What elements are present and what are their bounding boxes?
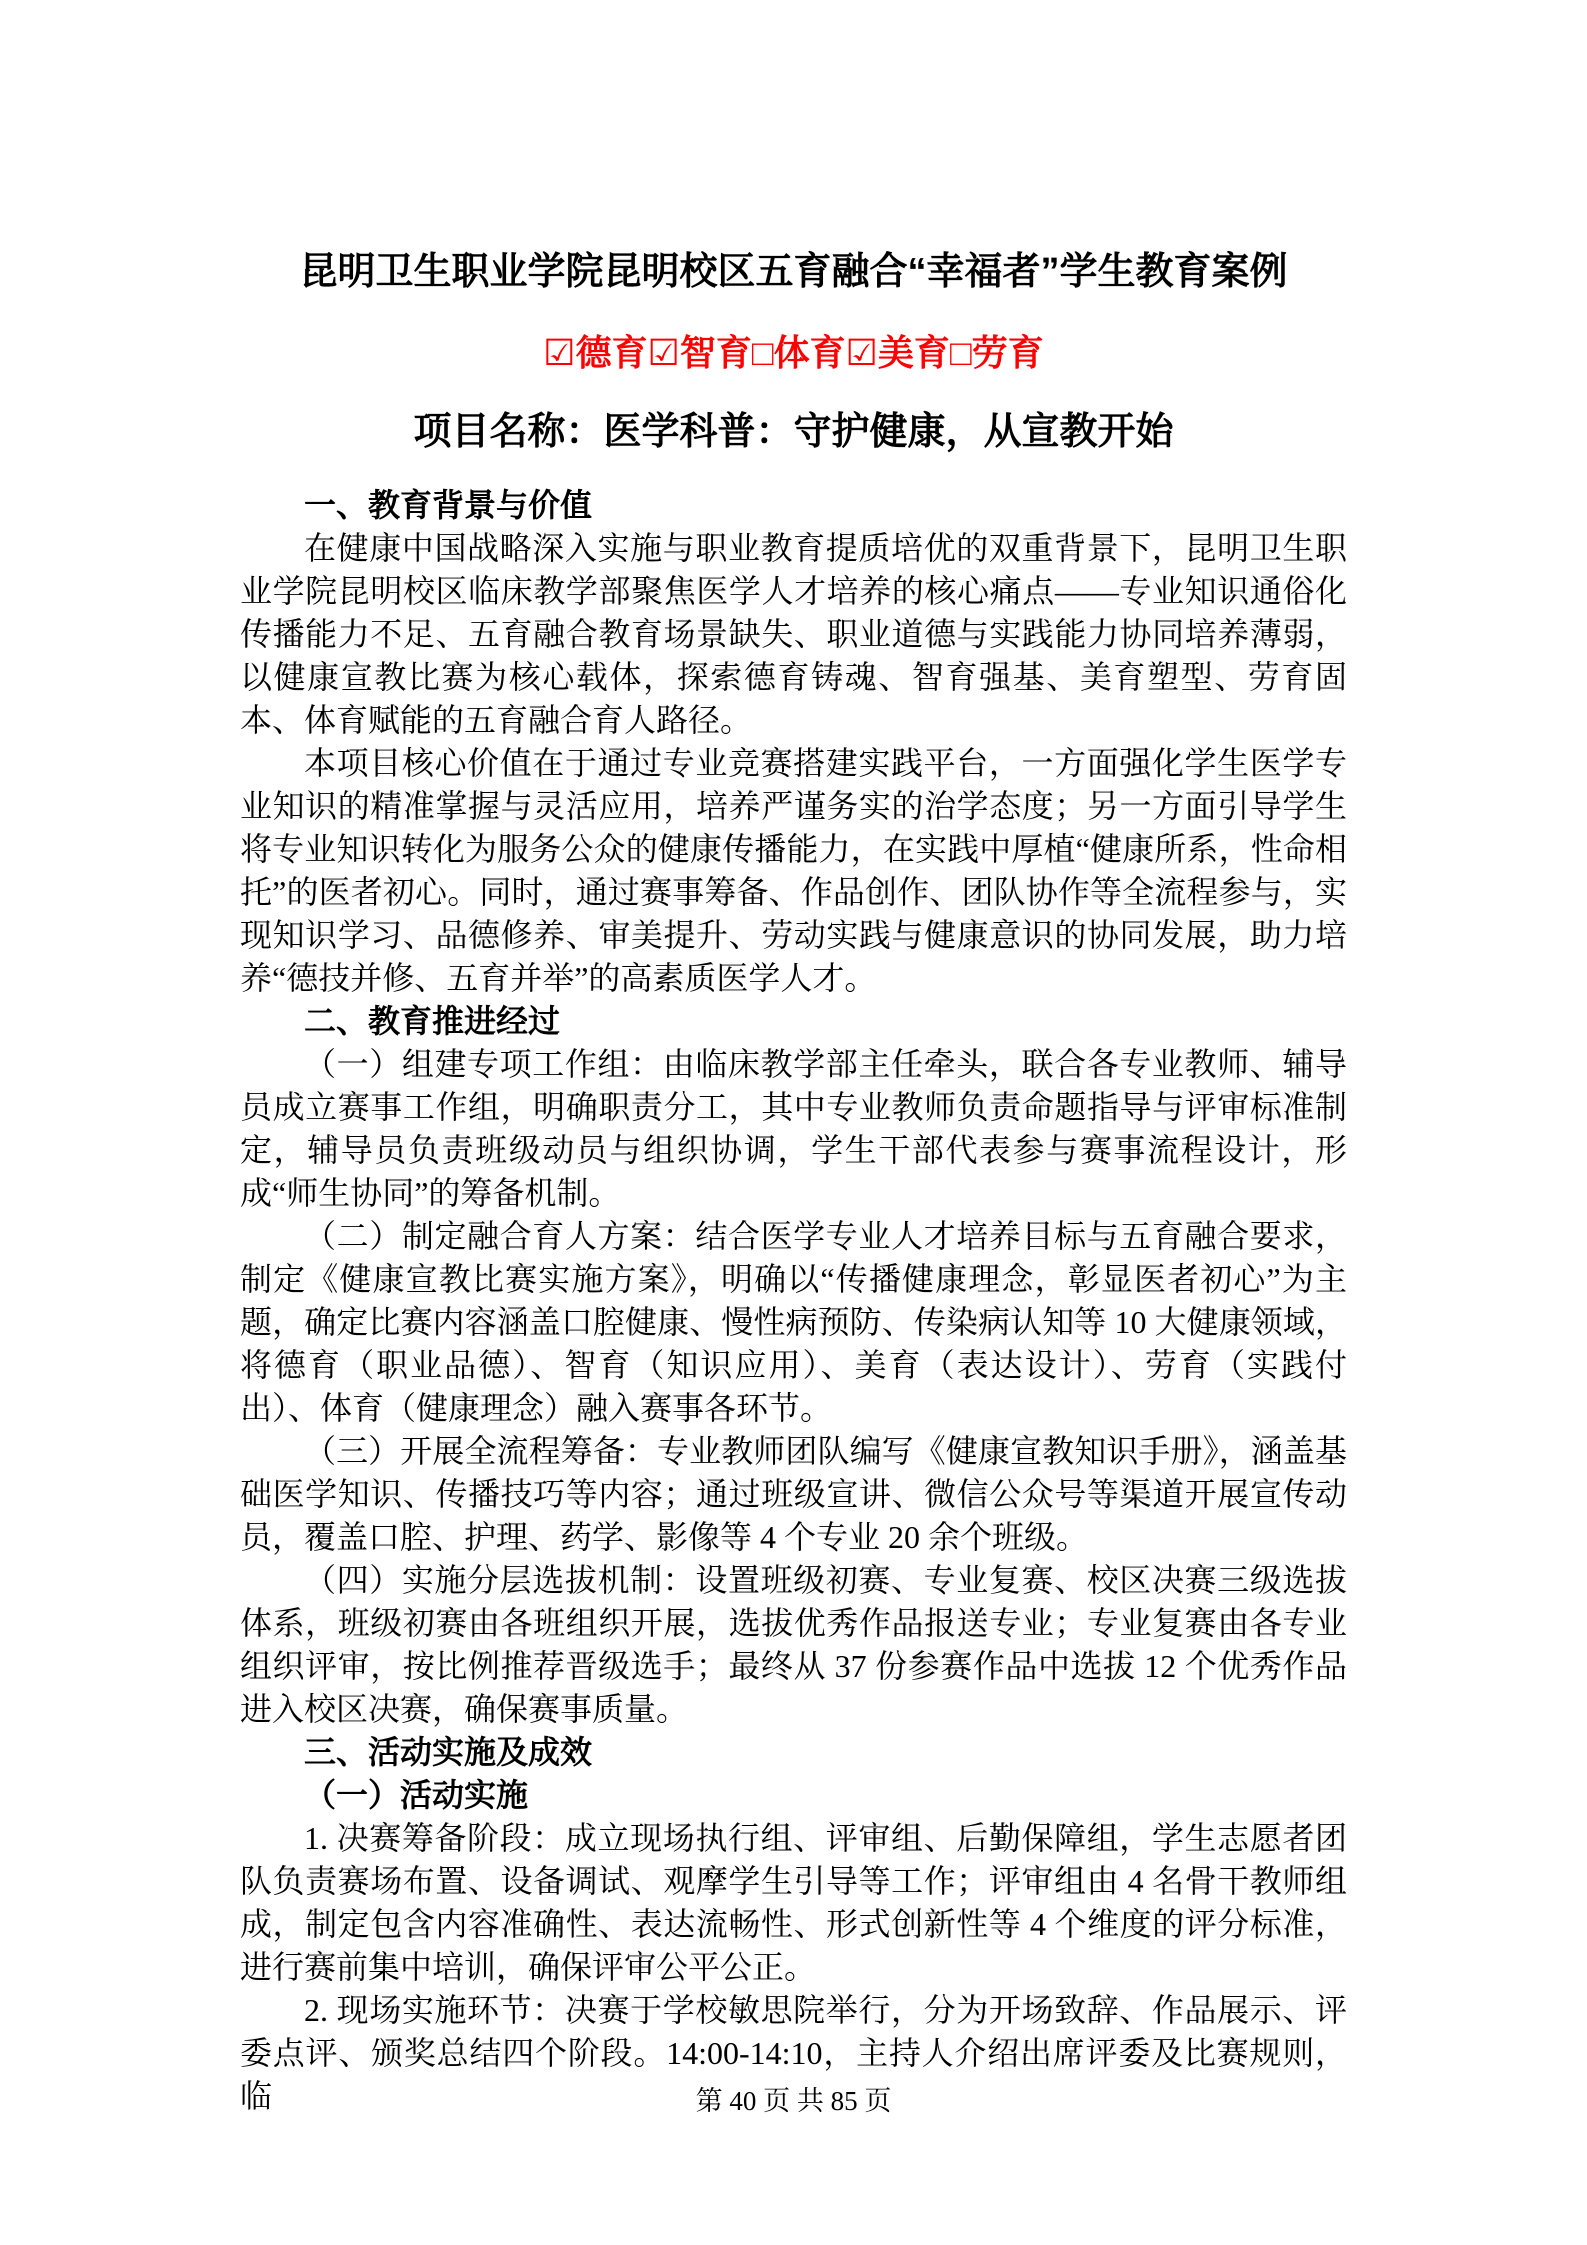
section-heading: 二、教育推进经过 [304, 1003, 561, 1039]
checkbox-item-3 [846, 332, 950, 373]
checkbox-item-4 [950, 332, 1044, 373]
unchecked-checkbox-icon: □ [751, 332, 774, 373]
checkbox-item-0 [543, 332, 647, 373]
sub-section-heading: （一）活动实施 [304, 1777, 529, 1813]
paragraph: 本项目核心价值在于通过专业竞赛搭建实践平台，一方面强化学生医学专业知识的精准掌握与灵活应用，培养严谨务实的治学态度；另一方面引导学生将专业知识转化为服务公众的健康传播能力，在实践中厚植“健康所系，性命相托”的医者初心。同时，通过赛事筹备、作品创作、团队协作等全流程参与，实现知识学习、品德修养、审美提升、劳动实践与健康意识的协同发展，助力培养“德技并修、五育并举”的高素质医学人才。 [240, 745, 1347, 996]
page-number-footer: 第 40 页 共 85 页 [695, 2086, 892, 2116]
paragraph: （二）制定融合育人方案：结合医学专业人才培养目标与五育融合要求，制定《健康宣教比赛实施方案》，明确以“传播健康理念，彰显医者初心”为主题，确定比赛内容涵盖口腔健康、慢性病预防、传染病认知等 10 大健康领域，将德育（职业品德）、智育（知识应用）、美育（表达设计）、劳育（实践付出）、体育（健康理念）融入赛事各环节。 [240, 1218, 1347, 1426]
checkbox-item-label: 体育 [773, 332, 846, 373]
five-education-checkbox-line [240, 328, 1347, 378]
document-title: 昆明卫生职业学院昆明校区五育融合“幸福者”学生教育案例 [299, 251, 1288, 293]
checkbox-item-label: 德育 [575, 332, 648, 373]
paragraph: 在健康中国战略深入实施与职业教育提质培优的双重背景下，昆明卫生职业学院昆明校区临床教学部聚焦医学人才培养的核心痛点——专业知识通俗化传播能力不足、五育融合教育场景缺失、职业道德与实践能力协同培养薄弱，以健康宣教比赛为核心载体，探索德育铸魂、智育强基、美育塑型、劳育固本、体育赋能的五育融合育人路径。 [240, 530, 1347, 738]
checkbox-item-1 [648, 332, 752, 373]
paragraph: （一）组建专项工作组：由临床教学部主任牵头，联合各专业教师、辅导员成立赛事工作组，明确职责分工，其中专业教师负责命题指导与评审标准制定，辅导员负责班级动员与组织协调，学生干部代表参与赛事流程设计，形成“师生协同”的筹备机制。 [240, 1046, 1347, 1211]
checked-checkbox-icon: ☑ [543, 332, 576, 373]
document-body [240, 484, 1347, 2118]
paragraph: 1. 决赛筹备阶段：成立现场执行组、评审组、后勤保障组，学生志愿者团队负责赛场布置、设备调试、观摩学生引导等工作；评审组由 4 名骨干教师组成，制定包含内容准确性、表达流畅性、形式创新性等 4 个维度的评分标准，进行赛前集中培训，确保评审公平公正。 [240, 1820, 1347, 1985]
section-heading: 三、活动实施及成效 [304, 1734, 593, 1770]
project-name-heading: 项目名称：医学科普：守护健康，从宣教开始 [413, 411, 1174, 453]
checked-checkbox-icon: ☑ [845, 332, 878, 373]
checkbox-item-label: 美育 [877, 332, 950, 373]
checkbox-item-2 [752, 332, 846, 373]
checkbox-item-label: 劳育 [971, 332, 1044, 373]
checked-checkbox-icon: ☑ [647, 332, 680, 373]
document-content [240, 246, 1347, 2118]
paragraph: 2. 现场实施环节：决赛于学校敏思院举行，分为开场致辞、作品展示、评委点评、颁奖总结四个阶段。14:00-14:10，主持人介绍出席评委及比赛规则，临 [240, 1992, 1347, 2114]
section-heading: 一、教育背景与价值 [304, 487, 593, 523]
checkbox-item-label: 智育 [679, 332, 752, 373]
unchecked-checkbox-icon: □ [949, 332, 972, 373]
paragraph: （四）实施分层选拔机制：设置班级初赛、专业复赛、校区决赛三级选拔体系，班级初赛由各班组织开展，选拔优秀作品报送专业；专业复赛由各专业组织评审，按比例推荐晋级选手；最终从 37 份参赛作品中选拔 12 个优秀作品进入校区决赛，确保赛事质量。 [240, 1562, 1347, 1727]
paragraph: （三）开展全流程筹备：专业教师团队编写《健康宣教知识手册》，涵盖基础医学知识、传播技巧等内容；通过班级宣讲、微信公众号等渠道开展宣传动员，覆盖口腔、护理、药学、影像等 4 个专业 20 余个班级。 [240, 1433, 1347, 1555]
